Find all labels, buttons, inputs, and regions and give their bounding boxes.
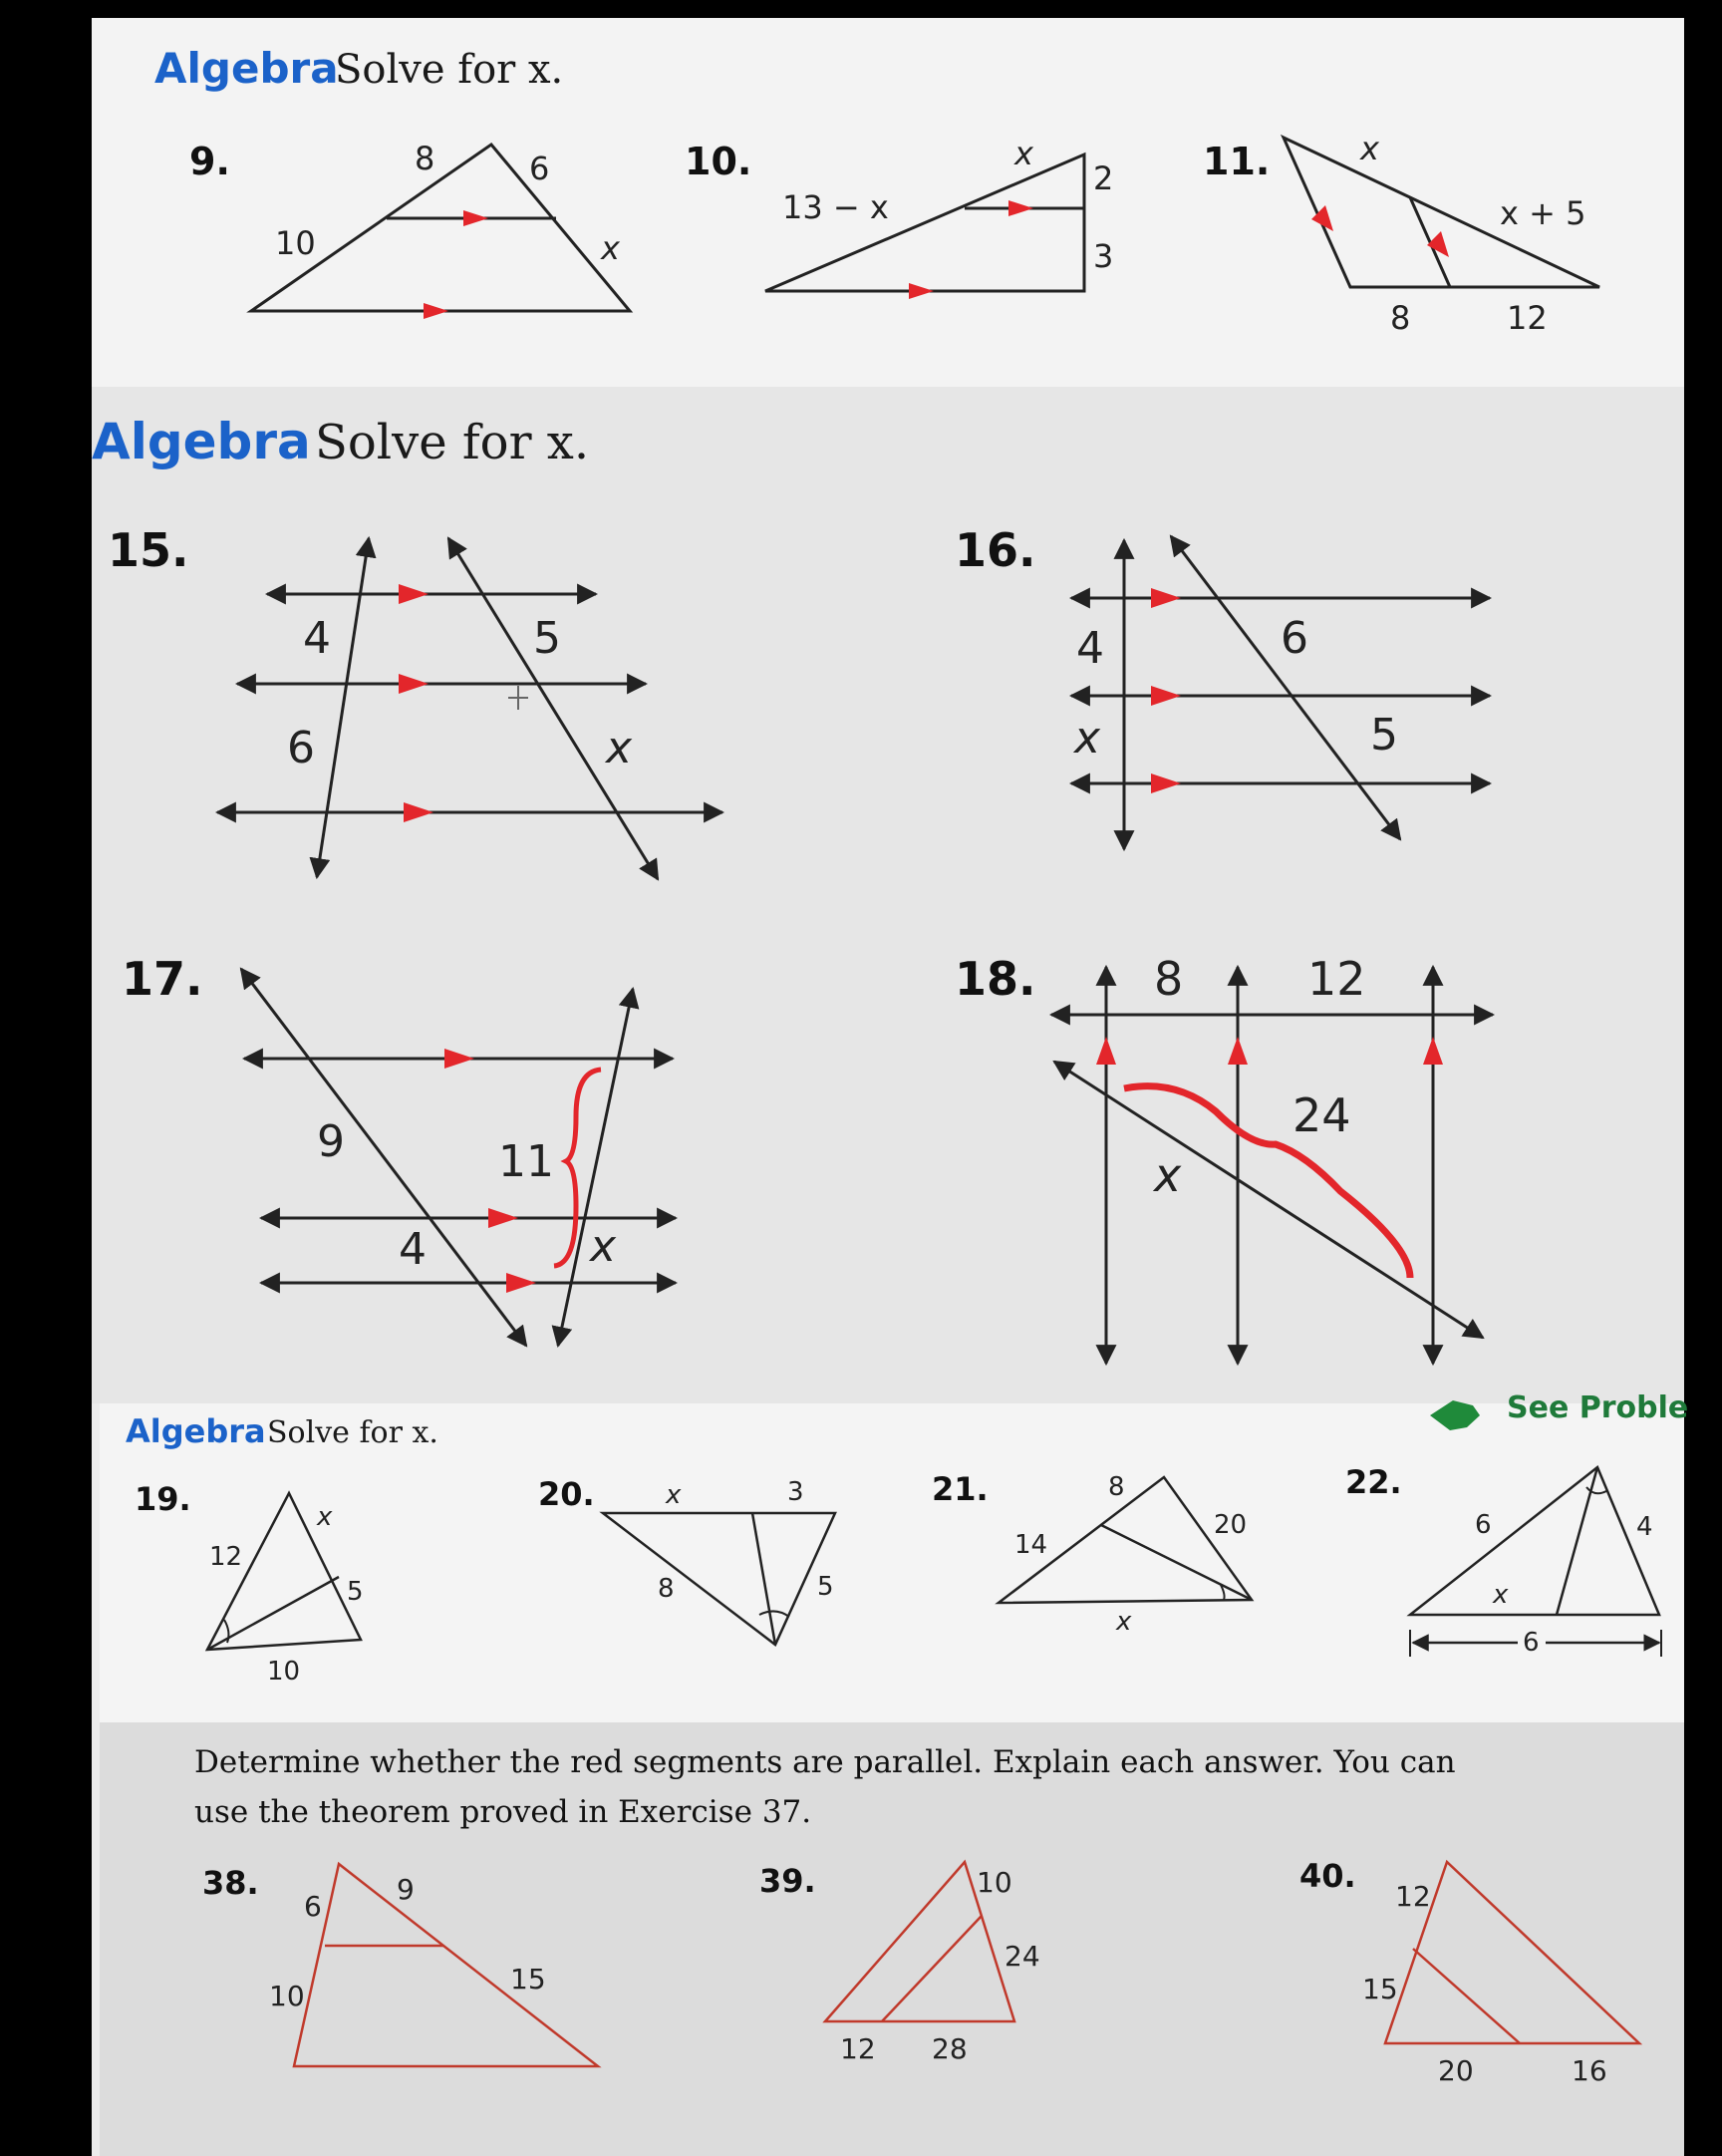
problem-19-number: 19. <box>135 1480 191 1518</box>
problem-20-bisector <box>752 1513 775 1645</box>
problem-9-number: 9. <box>189 140 230 183</box>
problem-16-label: 4 <box>1076 623 1104 674</box>
problem-15-parallel-mark-icon <box>399 584 429 604</box>
problem-19 <box>135 1480 364 1687</box>
problem-40-label: 15 <box>1362 1973 1398 2005</box>
problem-9-label: 8 <box>415 140 435 177</box>
problem-40-number: 40. <box>1299 1857 1356 1895</box>
problem-19-label: 5 <box>347 1577 364 1607</box>
problem-15-transversal <box>448 538 658 879</box>
problem-17-label: 11 <box>498 1136 554 1187</box>
problem-16-parallel-mark-icon <box>1151 686 1181 706</box>
problem-20-label: x <box>666 1480 682 1510</box>
problem-38 <box>202 1864 598 2066</box>
problem-15 <box>108 523 722 879</box>
problem-11 <box>1203 130 1599 337</box>
problem-22 <box>1345 1463 1661 1659</box>
problem-39-label: 10 <box>977 1866 1012 1899</box>
instruction-line-2: use the theorem proved in Exercise 37. <box>194 1794 812 1830</box>
problem-11-label: x + 5 <box>1500 194 1586 232</box>
problem-9-parallel-mark-icon <box>463 210 488 226</box>
problem-9-label: 6 <box>529 150 550 187</box>
problem-40 <box>1299 1857 1639 2087</box>
section-3-title-word: Algebra <box>126 1412 266 1450</box>
problem-17-transversal <box>241 969 526 1346</box>
problem-21 <box>932 1470 1252 1637</box>
problem-16-number: 16. <box>955 523 1036 577</box>
problem-16-transversal <box>1171 536 1400 839</box>
problem-22-label: x <box>1493 1580 1509 1610</box>
problem-9-label: 10 <box>275 224 316 262</box>
problem-20-number: 20. <box>538 1475 595 1513</box>
problem-20-label: 5 <box>817 1572 834 1602</box>
problem-18-label: 12 <box>1307 952 1366 1006</box>
problem-22-bisector <box>1557 1467 1597 1615</box>
problem-15-transversal <box>317 538 369 877</box>
problem-10-parallel-mark-icon <box>909 283 934 299</box>
problem-11-label: 12 <box>1507 299 1548 337</box>
problem-17-parallel-mark-icon <box>444 1049 474 1069</box>
problem-18 <box>955 952 1493 1364</box>
problem-39-number: 39. <box>759 1862 816 1900</box>
problem-38-number: 38. <box>202 1864 259 1902</box>
problem-11-parallel-mark-icon <box>1427 231 1449 257</box>
problem-10 <box>685 135 1113 299</box>
problem-40-label: 12 <box>1395 1880 1431 1913</box>
problem-9-parallel-mark-icon <box>424 303 448 319</box>
section-2-title-rest: Solve for x. <box>315 415 590 470</box>
problem-21-number: 21. <box>932 1470 989 1508</box>
problem-17-parallel-mark-icon <box>488 1208 518 1228</box>
section-3-title-rest: Solve for x. <box>267 1415 438 1450</box>
problem-40-red-segment <box>1413 1949 1520 2043</box>
problem-18-number: 18. <box>955 952 1036 1006</box>
problem-39-label: 24 <box>1004 1940 1040 1973</box>
problem-17-parallel-mark-icon <box>506 1273 536 1293</box>
see-problem-link[interactable]: See Proble <box>1507 1390 1689 1425</box>
problem-18-label: x <box>1154 1148 1182 1202</box>
problem-20-angle-mark-icon <box>759 1611 789 1617</box>
problem-16-parallel-mark-icon <box>1151 588 1181 608</box>
problem-38-label: 6 <box>304 1890 322 1923</box>
problem-11-number: 11. <box>1203 140 1271 183</box>
problem-10-label: 3 <box>1093 237 1114 275</box>
section-1-title-word: Algebra <box>154 44 339 93</box>
problem-22-label: 6 <box>1475 1510 1492 1540</box>
problem-21-label: x <box>1116 1607 1132 1637</box>
section-4-instructions <box>194 1744 1456 1830</box>
problem-15-parallel-mark-icon <box>399 674 429 694</box>
problem-40-label: 16 <box>1572 2054 1607 2087</box>
problem-40-label: 20 <box>1438 2054 1474 2087</box>
problem-10-label: x <box>1014 135 1033 172</box>
problem-38-label: 10 <box>269 1980 305 2012</box>
problem-39 <box>759 1862 1040 2065</box>
problem-20-label: 3 <box>787 1477 804 1507</box>
section-1-title-rest: Solve for x. <box>335 47 564 93</box>
section-2-title-word: Algebra <box>92 413 311 470</box>
problem-21-label: 8 <box>1108 1472 1125 1502</box>
problem-16-label: 6 <box>1281 613 1308 664</box>
section-2-heading <box>92 413 589 470</box>
problem-22-label: 6 <box>1523 1628 1540 1658</box>
problem-16-label: x <box>1074 713 1101 764</box>
problem-38-label: 15 <box>510 1963 546 1996</box>
problem-15-label: x <box>606 723 633 773</box>
problem-15-parallel-mark-icon <box>404 802 433 822</box>
problem-11-label: x <box>1360 130 1379 167</box>
instruction-line-1: Determine whether the red segments are parallel. Explain each answer. You can <box>194 1744 1456 1780</box>
problem-19-label: x <box>317 1502 333 1532</box>
section-3-heading <box>126 1390 1688 1450</box>
problem-20 <box>538 1475 835 1645</box>
problem-39-label: 28 <box>932 2032 968 2065</box>
problem-39-label: 12 <box>840 2032 876 2065</box>
problem-9-label: x <box>601 229 620 267</box>
problem-18-label: 8 <box>1154 952 1184 1006</box>
problem-10-number: 10. <box>685 140 752 183</box>
problem-17-label: 9 <box>317 1116 345 1167</box>
problem-15-label: 6 <box>287 723 315 773</box>
problem-38-label: 9 <box>397 1873 415 1906</box>
problem-17-number: 17. <box>122 952 203 1006</box>
see-problem-arrow-icon <box>1430 1400 1480 1430</box>
problem-20-label: 8 <box>658 1574 675 1604</box>
problem-17 <box>122 952 676 1346</box>
problem-18-parallel-mark-icon <box>1096 1037 1116 1065</box>
problem-16-label: 5 <box>1370 710 1398 761</box>
problem-16-parallel-mark-icon <box>1151 773 1181 793</box>
problem-21-label: 14 <box>1014 1530 1048 1560</box>
problem-19-label: 10 <box>267 1657 301 1687</box>
problem-16 <box>955 523 1490 849</box>
problem-18-parallel-mark-icon <box>1228 1037 1248 1065</box>
problem-9 <box>189 140 630 319</box>
problem-22-triangle <box>1410 1467 1659 1615</box>
problem-10-parallel-mark-icon <box>1008 200 1033 216</box>
problem-38-triangle <box>294 1864 598 2066</box>
problem-17-label: x <box>590 1221 617 1272</box>
problem-11-label: 8 <box>1390 299 1411 337</box>
problem-18-parallel-mark-icon <box>1423 1037 1443 1065</box>
problem-15-number: 15. <box>108 523 189 577</box>
problem-22-number: 22. <box>1345 1463 1402 1501</box>
problem-20-triangle <box>603 1513 835 1645</box>
problem-10-label: 2 <box>1093 159 1114 197</box>
problem-21-label: 20 <box>1214 1510 1248 1540</box>
problem-15-label: 5 <box>533 613 561 664</box>
problem-15-label: 4 <box>303 613 331 664</box>
problem-19-label: 12 <box>209 1542 243 1572</box>
section-1-heading <box>154 44 563 93</box>
problem-39-red-segment <box>882 1916 982 2021</box>
problem-18-label: 24 <box>1292 1088 1351 1142</box>
problem-10-label: 13 − x <box>782 188 889 226</box>
problem-17-label: 4 <box>399 1224 427 1275</box>
problem-18-transversal <box>1054 1062 1483 1338</box>
problem-22-label: 4 <box>1636 1512 1653 1542</box>
